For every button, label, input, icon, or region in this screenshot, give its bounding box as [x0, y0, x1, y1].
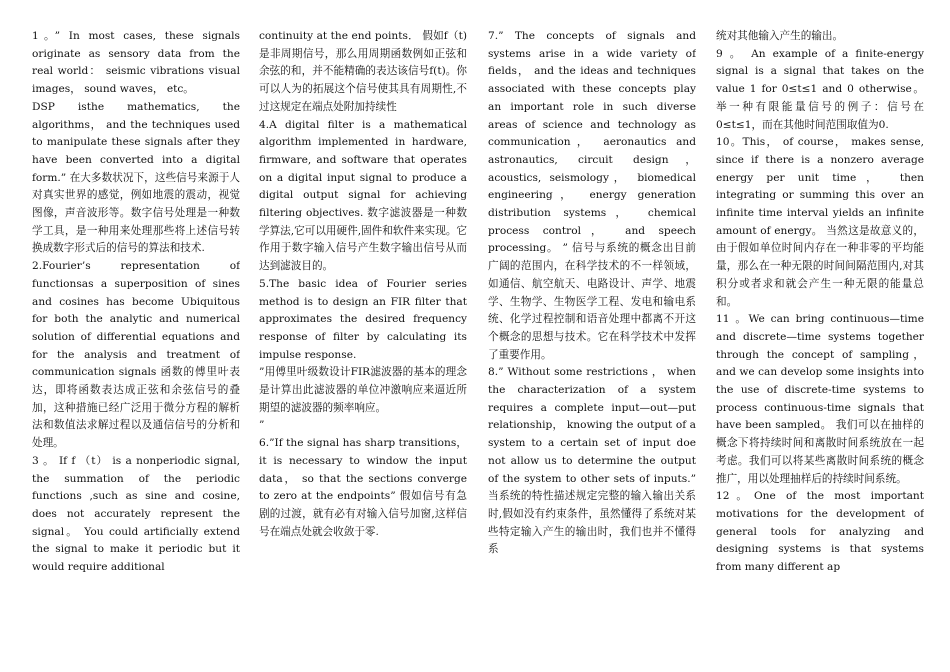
paragraph: 10。This， of course， makes sense, since if there is a nonzero average energy per unit time， then integrating or summing this over an infinite time interval yields an infinite amount of energy。 当然这是故意义的，由于假如单位时间内存在一种非零的平均能量，那么在一种无限的时间间隔范围内,对其积分或者求和就会产生一种无限的能量总和。 — [716, 136, 924, 308]
paragraph: DSP isthe mathematics, the algorithms， and the techniques used to manipulate these signals after they have been converted into a digital form.” 在大多数状况下，这些信号来源于人对真实世界的感觉，例如地震的震动，视觉图像，声音波形等。数字信号处理是一种数学工具，是一种用来处理那些将上述信号转换成数字形式后的信号的算法和技术. — [32, 100, 240, 255]
paragraph: 11 。We can bring continuous—time and discrete—time systems together through the concept of sampling， and we can develop some insights into the use of discrete-time systems to process continuous-time signals that have been sampled。 我们可以在抽样的概念下将持续时间和离散时间系统放在一起考虑。我们可以将某些离散时间系统的概念推广，用以处理抽样后的持续时间系统。 — [716, 313, 924, 485]
paragraph: 8.” Without some restrictions ， when the characterization of a system requires a complete input—out—put relationship， knowing the output of a system to a certain set of input doe not allow us to determine the output of the system to other sets of inputs.” 当系统的特性描述规定完整的输入输出关系时,假如没有约束条件，虽然懂得了系统对某 些特定输入产生的输出时，我们也并不懂得系 — [488, 366, 696, 556]
text-column-2 — [259, 28, 467, 664]
paragraph: 12。One of the most important motivations for the development of general tools for analyzing and designing systems is that systems from many different ap — [716, 490, 924, 574]
paragraph: 1。” In most cases, these signals originate as sensory data from the real world： seismic vibrations visual images， sound waves， etc。 — [32, 30, 240, 96]
paragraph: 2.Fourier’s representation of functionsas a superposition of sines and cosines has become Ubiquitous for both the analytic and numerical solution of differential equations and for the analysis and treatment of communication signals 函数的傅里叶表达，即将函数表达成正弦和余弦信号的叠加，这种措施已经广泛用于微分方程的解析法和数值法求解过程以及通信信号的分析和处理。 — [32, 260, 240, 450]
paragraph: 9 。 An example of a finite-energy signal is a signal that takes on the value 1 for 0≤t≤1 and 0 otherwise。 举一种有限能量信号的例子：信号在0≤t≤1，而在其他时间范围取值为0. — [716, 47, 924, 131]
paragraph: continuity at the end points． 假如f（t)是非周期信号，那么用周期函数例如正弦和余弦的和，并不能精确的表达该信号f(t)。你可以人为的拓展这个信号使其具有周期性,不过这规定在端点处附加持续性 — [259, 30, 467, 113]
paragraph: 6.”If the signal has sharp transitions， it is necessary to window the input data， so that the sections converge to zero at the endpoints” 假如信号有急剧的过渡，就有必有对输入信号加窗,这样信号在端点处就会收敛于零. — [259, 437, 467, 538]
paragraph: ”用傅里叶级数设计FIR滤波器的基本的理念是计算出此滤波器的单位冲激响应来逼近所期望的滤波器的频率响应。 — [259, 366, 467, 414]
text-column-4 — [716, 28, 924, 664]
paragraph: 7.” The concepts of signals and systems arise in a wide variety of fields， and the ideas and techniques associated with these concepts play an important role in such diverse areas of science and technology as communication， aeronautics and astronautics, circuit design， acoustics, seismology， biomedical engineering， energy generation distribution systems， chemical process control， and speech processing。 ” 信号与系统的概念出目前广阔的范围内，在科学技术的不一样领域，如通信、航空航天、电路设计、声学、地震学、生物学、生物医学工程、发电和输电系统、化学过程控制和语音处理中都离不开这个概念的思想与技术。它在科学技术中发挥了重要作用。 — [488, 30, 696, 361]
paragraph: 统对其他输入产生的输出。 — [716, 30, 844, 42]
text-column-3 — [488, 28, 696, 664]
paragraph: 3 。 If f （t） is a nonperiodic signal, the summation of the periodic functions ,such as sine and cosine, does not accurately represent the signal。 You could artificially extend the signal to make it periodic but it would require additional — [32, 454, 240, 574]
paragraph: ” — [259, 419, 265, 432]
text-column-1 — [32, 28, 240, 664]
paragraph: 4.A digital filter is a mathematical algorithm implemented in hardware, firmware, and software that operates on a digital input signal to produce a digital output signal for achieving filtering objectives. 数字滤波器是一种数学算法,它可以用硬件,固件和软件来实现。它作用于数字输入信号产生数字输出信号从而达到滤波目的。 — [259, 118, 467, 273]
paragraph: 5.The basic idea of Fourier series method is to design an FIR filter that approximates the desired frequency response of filter by calculating its impulse response. — [259, 277, 467, 361]
